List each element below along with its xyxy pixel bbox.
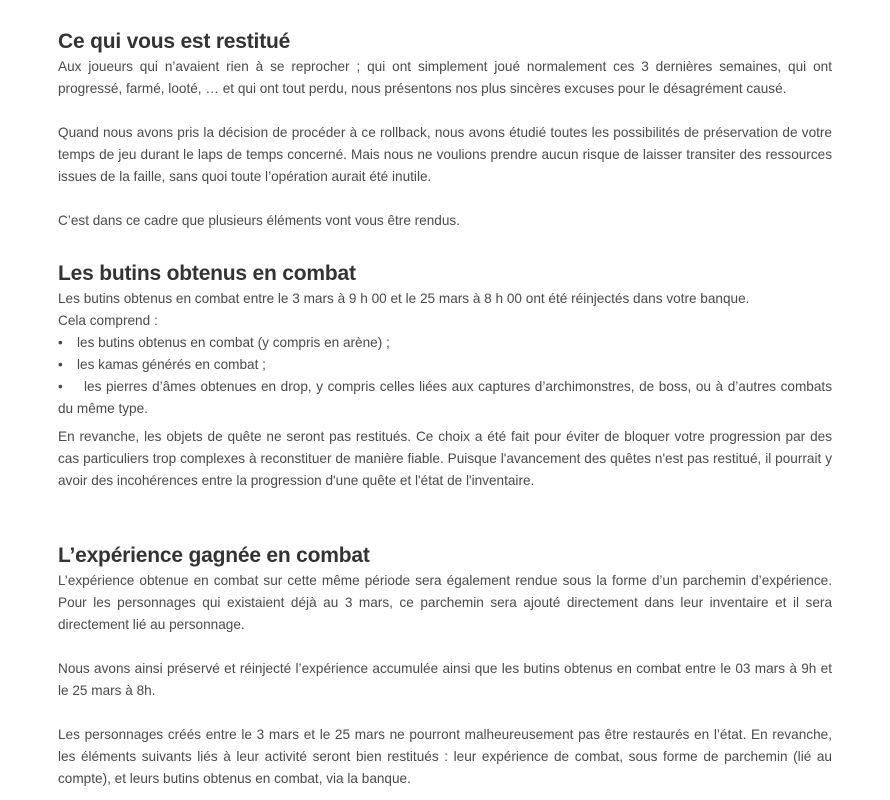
paragraph: L’expérience obtenue en combat sur cette même période sera également rendue sous la forme d’un parchemin d’expérience. Pour les personnages qui existaient déjà au 3 mars, ce parchemin sera ajouté directement dans leur inventaire et il sera directement lié au personnage. bbox=[58, 573, 832, 632]
paragraph: En revanche, les objets de quête ne seront pas restitués. Ce choix a été fait pour éviter de bloquer votre progression par des cas particuliers trop complexes à reconstituer de manière fiable. Puisque l'avancement des quêtes n'est pas restitué, il pourrait y avoir des incohérences entre la progression d'une quête et l'état de l'inventaire. bbox=[58, 429, 832, 488]
bullet-marker: • bbox=[58, 379, 63, 394]
paragraph: Les butins obtenus en combat entre le 3 mars à 9 h 00 et le 25 mars à 8 h 00 ont été réinjectés dans votre banque. bbox=[58, 291, 750, 306]
list-item bbox=[58, 332, 832, 354]
list-item-text: les butins obtenus en combat (y compris en arène) ; bbox=[77, 335, 390, 350]
paragraph: Quand nous avons pris la décision de procéder à ce rollback, nous avons étudié toutes les possibilités de préservation de votre temps de jeu durant le laps de temps concerné. Mais nous ne voulions prendre aucun risque de laisser transiter des ressources issues de la faille, sans quoi toute l’opération aurait été inutile. bbox=[58, 125, 832, 184]
section-title-experience: L’expérience gagnée en combat bbox=[58, 544, 370, 567]
article-content bbox=[58, 24, 832, 790]
paragraph: Aux joueurs qui n’avaient rien à se reprocher ; qui ont simplement joué normalement ces 3 dernières semaines, qui ont progressé, farmé, looté, … et qui ont tout perdu, nous présentons nos plus sincères excuses pour le désagrément causé. bbox=[58, 59, 832, 96]
paragraph: Nous avons ainsi préservé et réinjecté l’expérience accumulée ainsi que les butins obtenus en combat entre le 03 mars à 9h et le 25 mars à 8h. bbox=[58, 661, 832, 698]
list-item bbox=[58, 354, 832, 376]
bullet-marker: • bbox=[58, 335, 63, 350]
list-item-text: les pierres d’âmes obtenues en drop, y compris celles liées aux captures d’archimonstres, de boss, ou à d’autres combats du même type. bbox=[58, 379, 832, 416]
bullet-marker: • bbox=[58, 357, 63, 372]
section-title-restitution: Ce qui vous est restitué bbox=[58, 30, 291, 53]
list-item bbox=[58, 376, 832, 420]
list-item-text: les kamas générés en combat ; bbox=[77, 357, 266, 372]
paragraph: Cela comprend : bbox=[58, 313, 158, 328]
section-title-butins: Les butins obtenus en combat bbox=[58, 262, 356, 285]
paragraph: C’est dans ce cadre que plusieurs éléments vont vous être rendus. bbox=[58, 213, 460, 228]
paragraph: Les personnages créés entre le 3 mars et le 25 mars ne pourront malheureusement pas être restaurés en l’état. En revanche, les éléments suivants liés à leur activité seront bien restitués : leur expérience de combat, sous forme de parchemin (lié au compte), et leurs butins obtenus en combat, via la banque. bbox=[58, 727, 832, 786]
